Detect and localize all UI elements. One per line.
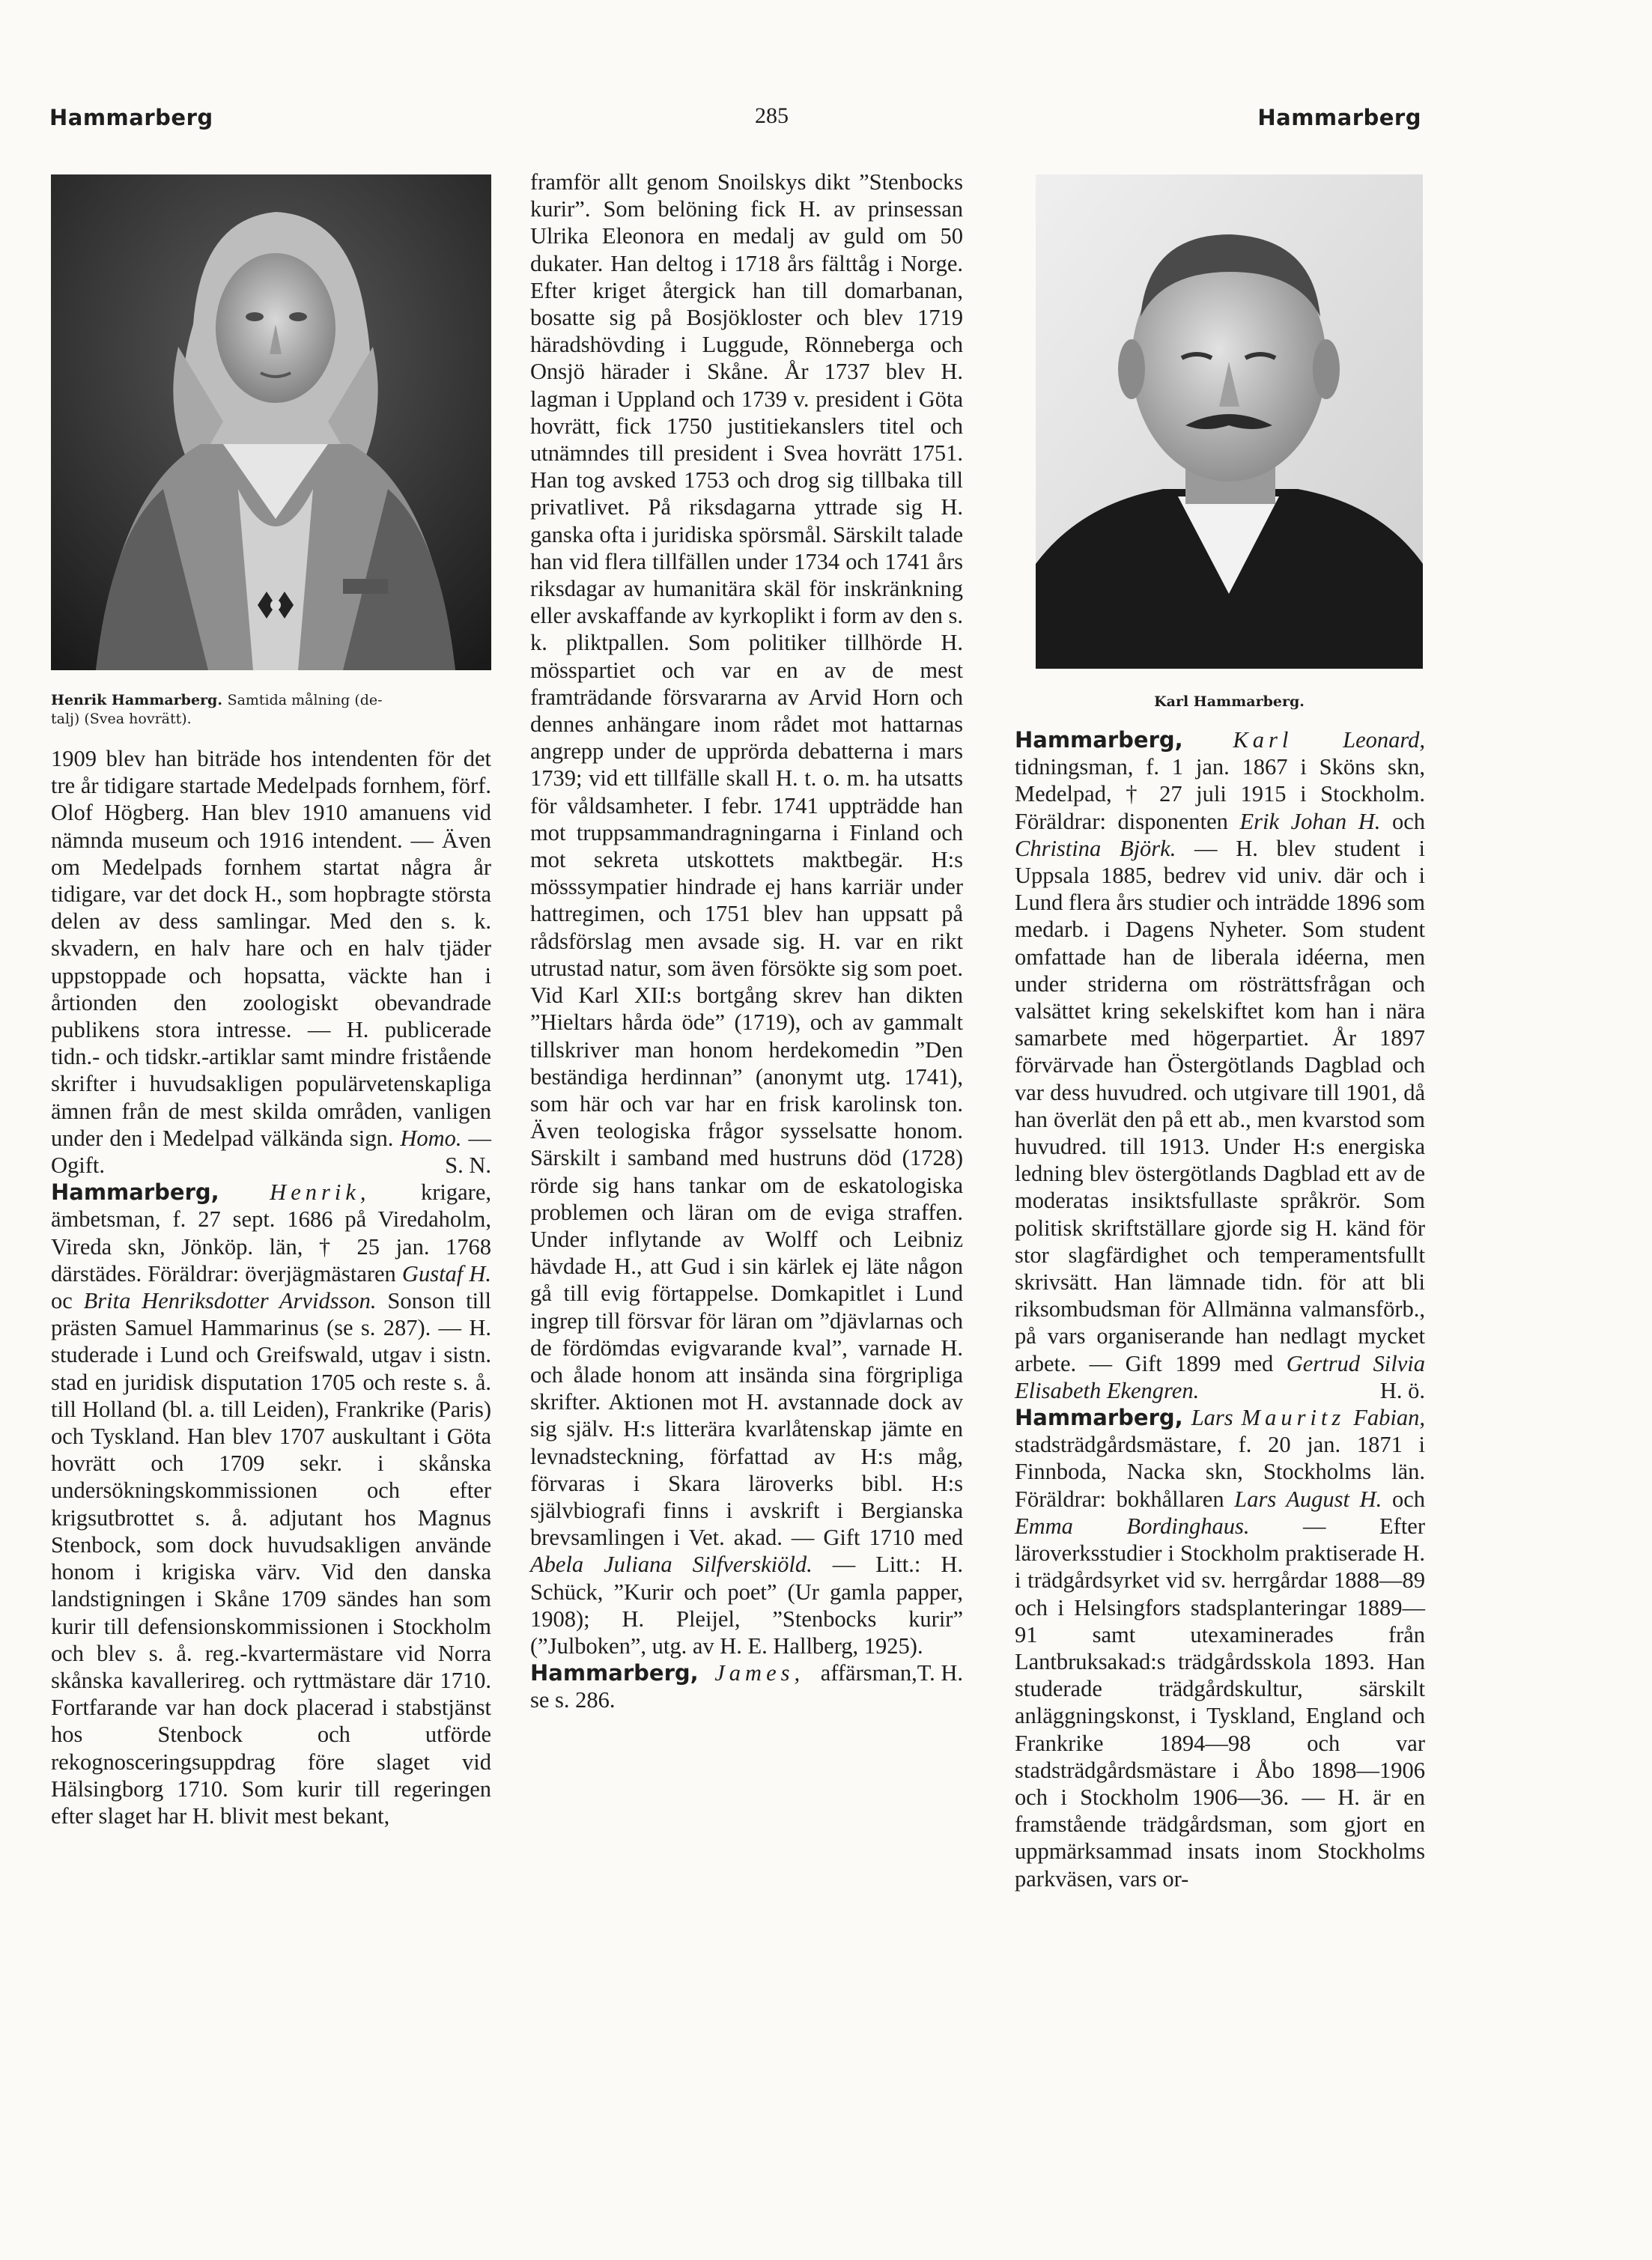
caption-henrik <box>51 691 491 729</box>
article-henrik-mother: Brita Henriksdotter Arvidsson. <box>83 1288 377 1314</box>
article-lars-text-2: — Efter läroverksstudier i Stockholm praktiserade H. i trädgårdsyrket vid sv. herrgårdar 1888—89 och i Helsingfors stadsplanteringar 1889—91 samt utexaminerades från Lantbruksakad:s trädgårdsskola 1893. Han studerade trädgårdskultur, särskilt anläggningskonst, i Tyskland, England och Frankrike 1894—98 och var stadsträdgårdsmästare i Åbo 1898—1906 och i Stockholm 1906—36. — H. är en framstående trädgårdsman, som gjort en uppmärksammad insats inom Stockholms parkväsen, vars or- <box>1015 1513 1425 1892</box>
article-karl-father: Erik Johan H. <box>1239 808 1381 834</box>
entry-name-henrik: Henrik, <box>270 1179 371 1206</box>
article-karl-och: och <box>1391 808 1425 834</box>
column-1 <box>51 745 491 1829</box>
article-henrik <box>51 1179 491 1829</box>
article-karl-text-1: tidningsman, f. 1 jan. 1867 i Sköns skn, Medelpad, † 27 juli 1915 i Stockholm. Föräldrar: disponenten <box>1015 754 1425 834</box>
article-osten-body: 1909 blev han biträde hos intendenten för det tre år tidigare startade Medelpads fornhem, förf. Olof Högberg. Han blev 1910 amanuens vid nämnda museum och 1916 intendent. — Även om Medelpads fornhem startat några år tidigare, var det dock H., som hopbragte största delen av dess samlingar. Med den s. k. skvadern, en halv hare och en halv tjäder uppstoppade och hopsatta, väckte han i årtionden den zoologiskt obevandrade publikens stora intresse. — H. publicerade tidn.- och tidskr.-artiklar samt mindre fristående skrifter i huvudsakligen populärvetenskapliga ämnen från de mest skilda områden, vanligen under den i Medelpad välkända sign. <box>51 746 491 1151</box>
article-karl-signature: H. ö. <box>1379 1377 1425 1403</box>
article-henrik-literature: — Litt.: H. Schück, ”Kurir och poet” (Ur gamla papper, 1908); H. Pleijel, ”Stenbocks kurir” (”Julboken”, utg. av H. E. Hallberg, 1925). <box>530 1552 964 1659</box>
entry-name-karl-second: Leonard, <box>1343 727 1425 753</box>
article-henrik-text-3: framför allt genom Snoilskys dikt ”Stenbocks kurir”. Som belöning fick H. av prinsessan Ulrika Eleonora en medalj av guld om 50 dukater. Han deltog i 1718 års fälttåg i Norge. Efter kriget återgick han till domarbanan, bosatte sig på Bosjökloster och blev 1719 häradshövding i Luggude, Rönneberga och Onsjö härader i Skåne. År 1737 blev H. lagman i Uppland och 1739 v. president i Göta hovrätt, fick 1750 justitiekanslers titel och utnämndes till president i Svea hovrätt 1751. Han tog avsked 1753 och drog sig tillbaka till privatlivet. På riksdagarna yttrade sig H. ganska ofta i juridiska spörsmål. Särskilt talade han vid flera tillfällen under 1734 och 1741 års riksdagar av humanitära skäl för inskränkning eller avskaffande av kyrkoplikt i form av den s. k. pliktpallen. Som politiker tillhörde H. mösspartiet och var en av de mest framträdande försvararna av Arvid Horn och dennes anhängare inom rådet mot hattarnas angrepp under de upprörda debatterna i mars 1739; vid ett tillfälle skall H. t. o. m. ha utsatts för våldsamheter. I febr. 1741 uppträdde han mot truppsammandragningarna i Finland och mot sekreta utskottets maktbegär. H:s mösssympatier hindrade ej hans karriär under hattregimen, och 1751 blev han uppsatt på rådsförslag men avsade sig. H. var en rikt utrustad natur, som även försökte sig som poet. Vid Karl XII:s bortgång skrev han dikten ”Hieltars hårda öde” (1719), och av gammalt tillskriver man honom herdekomedin ”Den beständiga herdinnan” (anonymt utg. 1741), som här och var har en frisk karolinsk ton. Även teologiska frågor sysselsatte honom. Särskilt i samband med hustruns död (1728) rörde sig hans tankar om de eskatologiska problemen och läran om de eviga straffen. Under inflytande av Wolff och Leibniz hävdade H., att Gud i sin kärlek ej läte någon gå till evig förtappelse. Domkapitlet i Lund ingrep till försvar för läran om ”djävlarnas och de fördömdas evigvarande kval”, varnade H. och ålade honom att insända sina förgripliga skrifter. Aktionen mot H. avstannade dock av sig själv. H:s litterära kvarlåtenskap jämte en levnadsteckning, författad av H:s måg, förvaras i Skara läroverks bibl. H:s självbiografi finns i avskrift i Bergianska brevsamlingen i Vet. akad. — Gift 1710 med <box>530 169 963 1551</box>
column-2 <box>530 168 963 1714</box>
caption-henrik-name: Henrik Hammarberg. <box>51 692 222 708</box>
article-james-text: affärsman, se s. 286. <box>530 1660 917 1713</box>
portrait-karl-hammarberg <box>1036 174 1423 669</box>
article-james <box>530 1659 963 1713</box>
article-lars <box>1015 1404 1425 1892</box>
running-header-right: Hammarberg <box>1257 105 1421 130</box>
article-lars-och: och <box>1391 1486 1426 1512</box>
article-lars-text-1: stadsträdgårdsmästare, f. 20 jan. 1871 i Finnboda, Nacka skn, Stockholms län. Föräldrar: bokhållaren <box>1015 1432 1425 1512</box>
article-henrik-signature: T. H. <box>917 1660 963 1686</box>
article-osten-ogift: — Ogift. <box>51 1125 492 1179</box>
portrait-henrik-hammarberg <box>51 174 491 670</box>
caption-karl: Karl Hammarberg. <box>1154 693 1305 710</box>
entry-name-lars-first: Lars <box>1191 1405 1233 1431</box>
article-karl-wife: Gertrud Silvia Elisabeth Ekengren. <box>1015 1350 1425 1403</box>
page-number: 285 <box>755 103 789 128</box>
article-osten-signature: S. N. <box>445 1152 491 1179</box>
running-header-left: Hammarberg <box>49 105 213 130</box>
article-lars-mother: Emma Bordinghaus. <box>1015 1513 1250 1539</box>
article-henrik-text-1: krigare, ämbetsman, f. 27 sept. 1686 på Viredaholm, Vireda skn, Jönköp. län, † 25 jan. 1768 därstädes. Föräldrar: överjägmästaren <box>51 1179 492 1287</box>
article-karl <box>1015 726 1425 1404</box>
entry-heading-lars: Hammarberg, <box>1015 1405 1183 1431</box>
caption-henrik-rest-1: Samtida målning (de- <box>227 692 383 708</box>
article-henrik-text-2: Sonson till prästen Samuel Hammarinus (se s. 287). — H. studerade i Lund och Greifswald, utgav i sistn. stad en juridisk disputation 1705 och reste s. å. till Holland (bl. a. till Leiden), Frankrike (Paris) och Tyskland. Han blev 1707 auskultant i Göta hovrätt och 1709 sekr. i skånska undersökningskommissionen och efter krigsutbrottet s. å. adjutant hos Magnus Stenbock, som dock huvudsakligen använde honom i krigiska värv. Vid den danska landstigningen i Skåne 1709 sändes han som kurir till defensionskommissionen i Stockholm och blev s. å. reg.-kvartermästare vid Norra skånska kavallerireg. och ryttmästare där 1710. Fortfarande var han dock placerad i stabstjänst hos Stenbock och utförde rekognosceringsuppdrag före slaget vid Hälsingborg 1710. Som kurir till regeringen efter slaget har H. blivit mest bekant, <box>51 1288 492 1829</box>
article-henrik-wife: Abela Juliana Silfverskiöld. <box>530 1552 813 1578</box>
entry-heading-henrik: Hammarberg, <box>51 1179 219 1206</box>
entry-name-lars-third: Fabian, <box>1353 1405 1426 1431</box>
entry-name-karl-first: Karl <box>1233 727 1293 753</box>
article-karl-mother: Christina Björk. <box>1015 835 1176 861</box>
article-henrik-father: Gustaf H. <box>401 1260 492 1287</box>
article-henrik-oc: oc <box>51 1288 73 1314</box>
entry-name-lars-second: Mauritz <box>1241 1405 1346 1431</box>
caption-henrik-rest-2: talj) (Svea hovrätt). <box>51 711 192 727</box>
entry-heading-karl: Hammarberg, <box>1015 727 1183 753</box>
column-3 <box>1015 726 1425 1892</box>
article-karl-text-2: — H. blev student i Uppsala 1885, bedrev vid univ. där och i Lund flera års studier och inträdde 1896 som medarb. i Dagens Nyheter. Som student omfattade han de liberala idéerna, men under striderna om rösträttsfrågan och valsättet kring sekelskiftet kom han i nära samarbete med högerpartiet. År 1897 förvärvade han Östergötlands Dagblad och var dess huvudred. och utgivare till 1901, då han överlät den på ett ab., men kvarstod som huvudred. till 1913. Under H:s energiska ledning blev östergötlands Dagblad ett av de moderatas insiktsfullaste språkrör. Som politisk skriftställare gjorde sig H. känd för stor slagfärdighet och temperamentsfullt skrivsätt. Han lämnade tidn. för att bli riksombudsman för Allmänna valmansförb., på vars organiserande han nedlagt mycket arbete. — Gift 1899 med <box>1015 835 1426 1376</box>
entry-heading-james: Hammarberg, <box>530 1660 699 1686</box>
article-osten-end <box>51 745 491 1179</box>
entry-name-james: James, <box>714 1660 805 1686</box>
article-lars-father: Lars August H. <box>1234 1486 1382 1512</box>
signature-homo: Homo. <box>400 1125 462 1151</box>
